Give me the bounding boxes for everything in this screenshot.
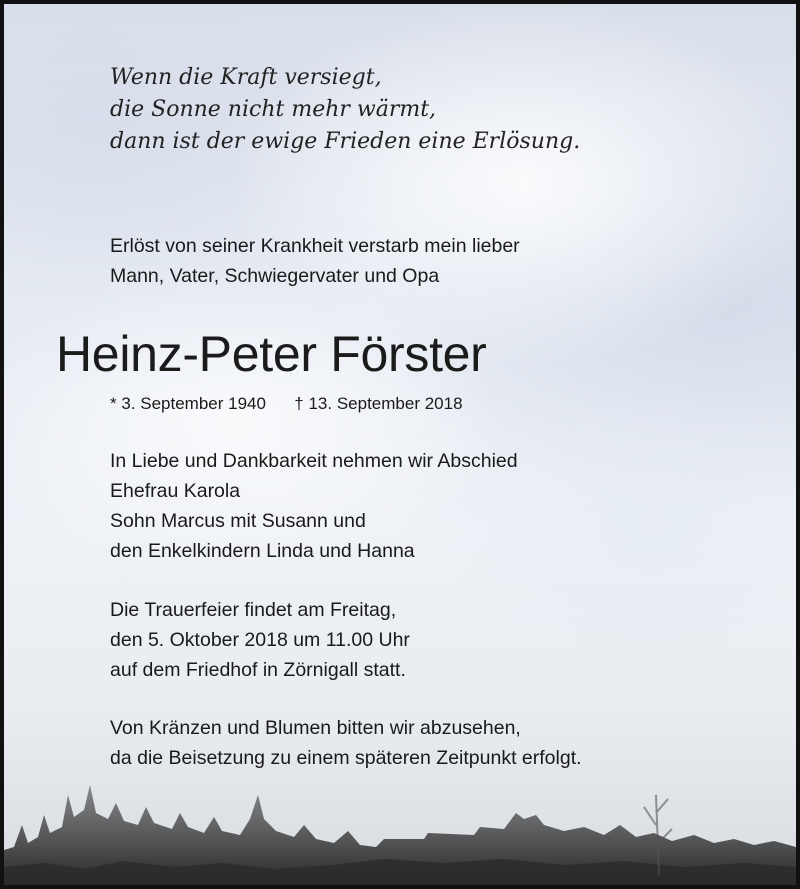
family-line: Ehefrau Karola [110, 480, 241, 502]
intro-line: Erlöst von seiner Krankheit verstarb mein lieber [110, 235, 520, 257]
poem-line: Wenn die Kraft versiegt, [110, 65, 382, 90]
poem-line: die Sonne nicht mehr wärmt, [110, 97, 437, 122]
funeral-text [110, 595, 410, 685]
flowers-text [110, 713, 582, 773]
funeral-line: den 5. Oktober 2018 um 11.00 Uhr [110, 629, 410, 651]
death-date: † 13. September 2018 [294, 394, 463, 413]
treeline-silhouette [4, 755, 796, 885]
intro-text [110, 231, 520, 291]
poem [110, 62, 580, 158]
intro-line: Mann, Vater, Schwiegervater und Opa [110, 265, 440, 287]
flowers-line: da die Beisetzung zu einem späteren Zeitpunkt erfolgt. [110, 747, 582, 769]
family-line: In Liebe und Dankbarkeit nehmen wir Abschied [110, 450, 518, 472]
funeral-line: auf dem Friedhof in Zörnigall statt. [110, 659, 406, 681]
family-text [110, 446, 518, 566]
poem-line: dann ist der ewige Frieden eine Erlösung. [110, 129, 581, 154]
birth-date: * 3. September 1940 [110, 394, 266, 413]
funeral-line: Die Trauerfeier findet am Freitag, [110, 599, 397, 621]
flowers-line: Von Kränzen und Blumen bitten wir abzusehen, [110, 717, 521, 739]
life-dates [110, 392, 463, 416]
family-line: den Enkelkindern Linda und Hanna [110, 540, 415, 562]
deceased-name: Heinz-Peter Förster [56, 326, 487, 382]
family-line: Sohn Marcus mit Susann und [110, 510, 366, 532]
